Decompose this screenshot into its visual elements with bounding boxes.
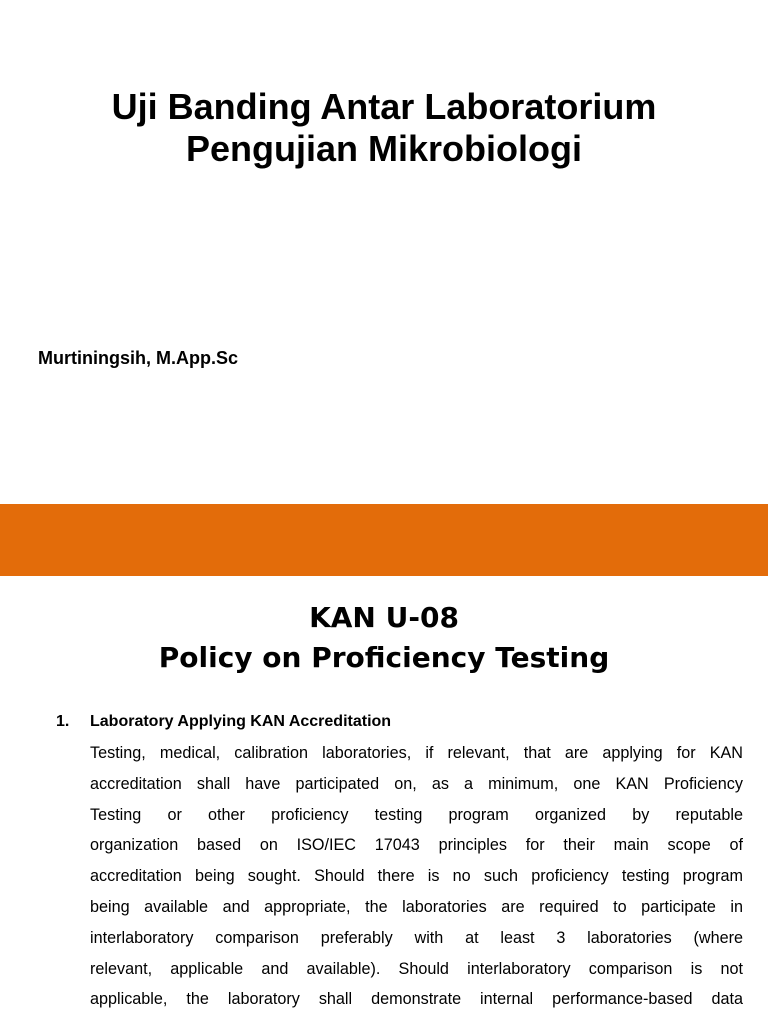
author-name: Murtiningsih, M.App.Sc xyxy=(38,348,238,368)
policy-slide xyxy=(0,576,768,1024)
slide-title-line-2: Pengujian Mikrobiologi xyxy=(186,128,582,169)
body-line: accreditation being sought. Should there is no such proficiency testing program xyxy=(90,867,743,886)
title-slide xyxy=(0,0,768,504)
body-line: interlaboratory comparison preferably with at least 3 laboratories (where xyxy=(90,928,743,947)
body-line: Testing or other proficiency testing program organized by reputable xyxy=(90,805,743,824)
section-number: 1. xyxy=(56,713,70,730)
orange-divider-bar xyxy=(0,504,768,576)
policy-code: KAN U-08 xyxy=(309,601,459,634)
body-line: accreditation shall have participated on, as a minimum, one KAN Proficiency xyxy=(90,774,743,793)
slide-title-line-1: Uji Banding Antar Laboratorium xyxy=(111,86,657,127)
body-line: applicable, the laboratory shall demonstrate internal performance-based data xyxy=(90,990,743,1009)
policy-heading xyxy=(0,598,768,678)
slide-title xyxy=(0,86,768,170)
body-line: relevant, applicable and available). Should interlaboratory comparison is not xyxy=(90,959,743,978)
body-line: being available and appropriate, the laboratories are required to participate in xyxy=(90,897,743,916)
policy-title: Policy on Proficiency Testing xyxy=(158,641,610,674)
section-title: Laboratory Applying KAN Accreditation xyxy=(90,713,392,730)
body-line: organization based on ISO/IEC 17043 principles for their main scope of xyxy=(90,836,743,855)
body-line: Testing, medical, calibration laboratories, if relevant, that are applying for KAN xyxy=(90,744,743,762)
section-body xyxy=(90,738,743,1015)
